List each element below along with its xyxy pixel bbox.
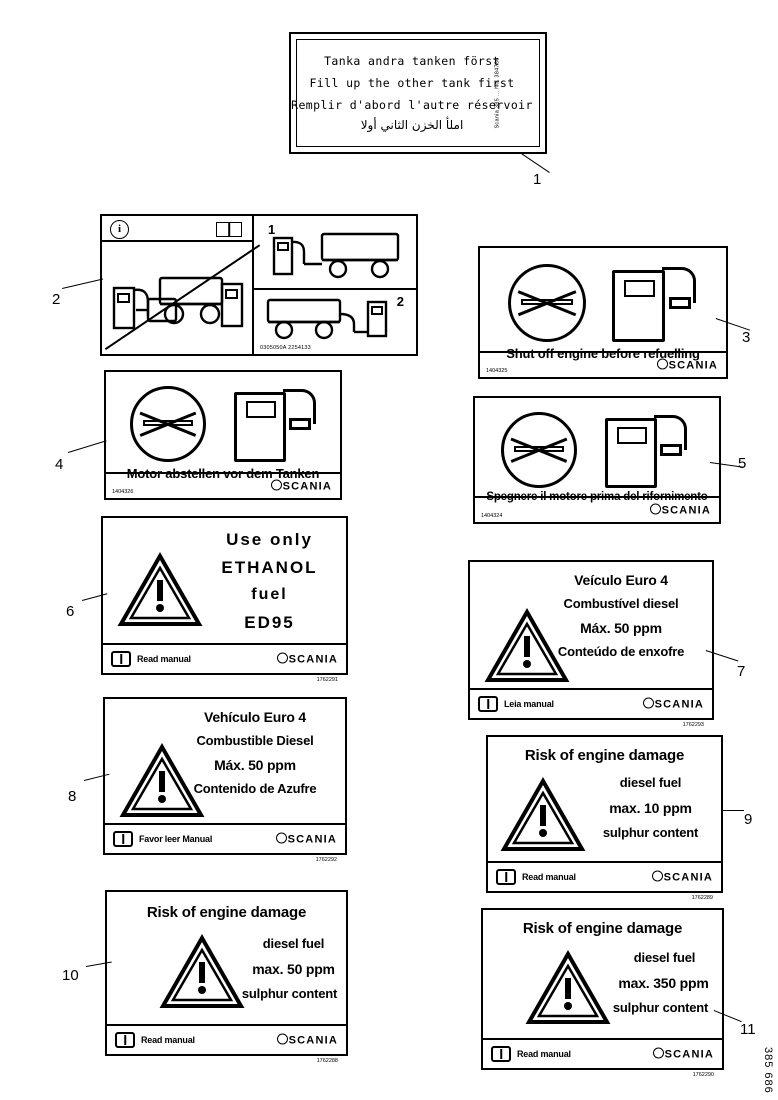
scania-wordmark: SCANIA	[277, 1034, 338, 1047]
label-risk-engine-damage-50ppm	[105, 890, 348, 1064]
label-3-code: 1404325	[486, 368, 508, 374]
warning-triangle-icon	[159, 934, 245, 1010]
label-7-code: 1762293	[682, 722, 704, 728]
label-3-footer	[480, 351, 726, 377]
label-6-code: 1762291	[316, 677, 338, 683]
scania-wordmark: SCANIA	[277, 653, 338, 666]
callout-3: 3	[742, 329, 751, 346]
label-1-line-fr: Remplir d'abord l'autre réservoir	[291, 98, 533, 112]
label-7-line-3: Máx. 50 ppm	[580, 620, 662, 636]
label-11-line-1: diesel fuel	[633, 950, 696, 965]
label-7-manual-text: Leia manual	[504, 699, 554, 709]
label-5-footer	[475, 496, 719, 522]
label-9-line-3: sulphur content	[602, 825, 699, 840]
fuel-pump-icon	[234, 386, 318, 462]
cigarette-shape	[143, 420, 193, 426]
label-shut-off-engine-en	[478, 246, 728, 379]
label-8-line-4: Contenido de Azufre	[193, 781, 317, 796]
label-10-code: 1762288	[316, 1058, 338, 1064]
scania-wordmark: SCANIA	[643, 698, 704, 711]
label-7-line-4: Conteúdo de enxofre	[557, 644, 685, 659]
callout-6: 6	[66, 603, 75, 620]
label-3-caption: Shut off engine before refuelling	[506, 346, 700, 361]
manual-book-icon	[113, 831, 133, 847]
scania-wordmark: SCANIA	[650, 504, 711, 517]
label-10-line-2: max. 50 ppm	[252, 961, 335, 977]
callout-8: 8	[68, 788, 77, 805]
label-8-line-3: Máx. 50 ppm	[214, 757, 296, 773]
label-9-title: Risk of engine damage	[524, 747, 685, 764]
label-9-line-1: diesel fuel	[619, 775, 682, 790]
label-7-line-2: Combustível diesel	[563, 596, 679, 611]
scania-wordmark: SCANIA	[652, 871, 713, 884]
manual-book-icon	[478, 696, 498, 712]
callout-10: 10	[62, 967, 79, 984]
warning-triangle-icon	[117, 552, 203, 628]
label-2-step-2-sketch	[262, 292, 422, 346]
scania-wordmark: SCANIA	[653, 1048, 714, 1061]
leader-line-4	[68, 440, 107, 453]
label-4-footer	[106, 472, 340, 498]
label-8-line-1: Vehículo Euro 4	[203, 709, 307, 725]
manual-book-icon	[216, 222, 242, 237]
scania-wordmark: SCANIA	[276, 833, 337, 846]
callout-11: 11	[740, 1021, 756, 1038]
callout-4: 4	[55, 456, 64, 473]
label-use-only-ethanol-ed95	[101, 516, 348, 683]
warning-triangle-icon	[500, 777, 586, 853]
label-6-manual-text: Read manual	[137, 654, 191, 664]
label-11-footer	[483, 1038, 722, 1068]
label-7-line-1: Veículo Euro 4	[574, 572, 668, 588]
label-9-manual-text: Read manual	[522, 872, 576, 882]
label-10-line-3: sulphur content	[241, 986, 338, 1001]
cigarette-shape	[514, 446, 564, 452]
leader-line-2	[62, 279, 103, 289]
label-veiculo-euro4-pt	[468, 560, 714, 728]
label-motor-abstellen-de	[104, 370, 342, 500]
label-vehiculo-euro4-es	[103, 697, 347, 863]
label-risk-engine-damage-10ppm	[486, 735, 723, 901]
label-4-code: 1404326	[112, 489, 134, 495]
label-6-line-4: ED95	[244, 613, 295, 632]
label-8-code: 1762292	[315, 857, 337, 863]
label-2-step-2-number: 2	[396, 294, 404, 309]
fuel-pump-icon	[605, 412, 689, 488]
label-11-title: Risk of engine damage	[522, 920, 683, 937]
callout-9: 9	[744, 811, 753, 828]
label-6-line-2: ETHANOL	[221, 558, 318, 577]
label-2-divider	[254, 288, 416, 290]
callout-5: 5	[738, 455, 747, 472]
label-two-tank-refuelling	[100, 214, 418, 356]
label-1-side-code: Scania 385 ... No. 384786	[494, 57, 501, 129]
scania-wordmark: SCANIA	[271, 480, 332, 493]
label-spegnere-motore-it	[473, 396, 721, 524]
label-2-right-panel	[254, 216, 416, 354]
label-10-footer	[107, 1024, 346, 1054]
label-6-footer	[103, 643, 346, 673]
label-11-line-2: max. 350 ppm	[618, 975, 709, 991]
leader-line-1	[519, 152, 549, 173]
label-10-manual-text: Read manual	[141, 1035, 195, 1045]
label-2-step-1-number: 1	[268, 222, 276, 237]
manual-book-icon	[496, 869, 516, 885]
label-9-footer	[488, 861, 721, 891]
label-fill-other-tank-first	[289, 32, 547, 154]
info-icon: i	[110, 220, 129, 239]
cigarette-shape	[521, 299, 573, 305]
manual-book-icon	[111, 651, 131, 667]
label-11-manual-text: Read manual	[517, 1049, 571, 1059]
no-smoking-icon	[501, 412, 577, 488]
label-5-code: 1404324	[481, 513, 503, 519]
scania-wordmark: SCANIA	[657, 359, 718, 372]
label-9-code: 1762289	[691, 895, 713, 901]
fuel-pump-icon	[612, 264, 698, 342]
label-1-line-sv: Tanka andra tanken först	[324, 54, 500, 68]
label-10-line-1: diesel fuel	[262, 936, 325, 951]
callout-1: 1	[533, 171, 542, 188]
label-8-line-2: Combustible Diesel	[196, 733, 314, 748]
label-5-caption: Spegnere il motore prima del rifornimento	[486, 491, 708, 503]
warning-triangle-icon	[525, 950, 611, 1026]
label-10-title: Risk of engine damage	[146, 904, 307, 921]
no-smoking-icon	[130, 386, 206, 462]
label-11-code: 1762290	[692, 1072, 714, 1078]
label-1-line-en: Fill up the other tank first	[309, 76, 515, 90]
label-11-line-3: sulphur content	[612, 1000, 709, 1015]
label-7-footer	[470, 688, 712, 718]
label-9-line-2: max. 10 ppm	[609, 800, 692, 816]
page-corner-code: 385 686	[762, 1047, 774, 1094]
callout-2: 2	[52, 291, 61, 308]
label-2-step-1-sketch	[262, 222, 422, 284]
label-1-inner-frame	[291, 39, 540, 147]
manual-book-icon	[115, 1032, 135, 1048]
label-6-line-3: fuel	[251, 586, 288, 603]
no-smoking-icon	[508, 264, 586, 342]
label-8-footer	[105, 823, 345, 853]
leader-line-9	[722, 810, 744, 811]
manual-book-icon	[491, 1046, 511, 1062]
label-risk-engine-damage-350ppm	[481, 908, 724, 1078]
label-4-caption: Motor abstellen vor dem Tanken	[126, 466, 320, 481]
label-2-code: 0305050A 2254133	[260, 345, 311, 351]
label-6-line-1: Use only	[226, 530, 313, 549]
callout-7: 7	[737, 663, 746, 680]
label-8-manual-text: Favor leer Manual	[139, 834, 213, 844]
label-1-line-ar: املأ الخزن الثاني أولا	[360, 118, 464, 132]
